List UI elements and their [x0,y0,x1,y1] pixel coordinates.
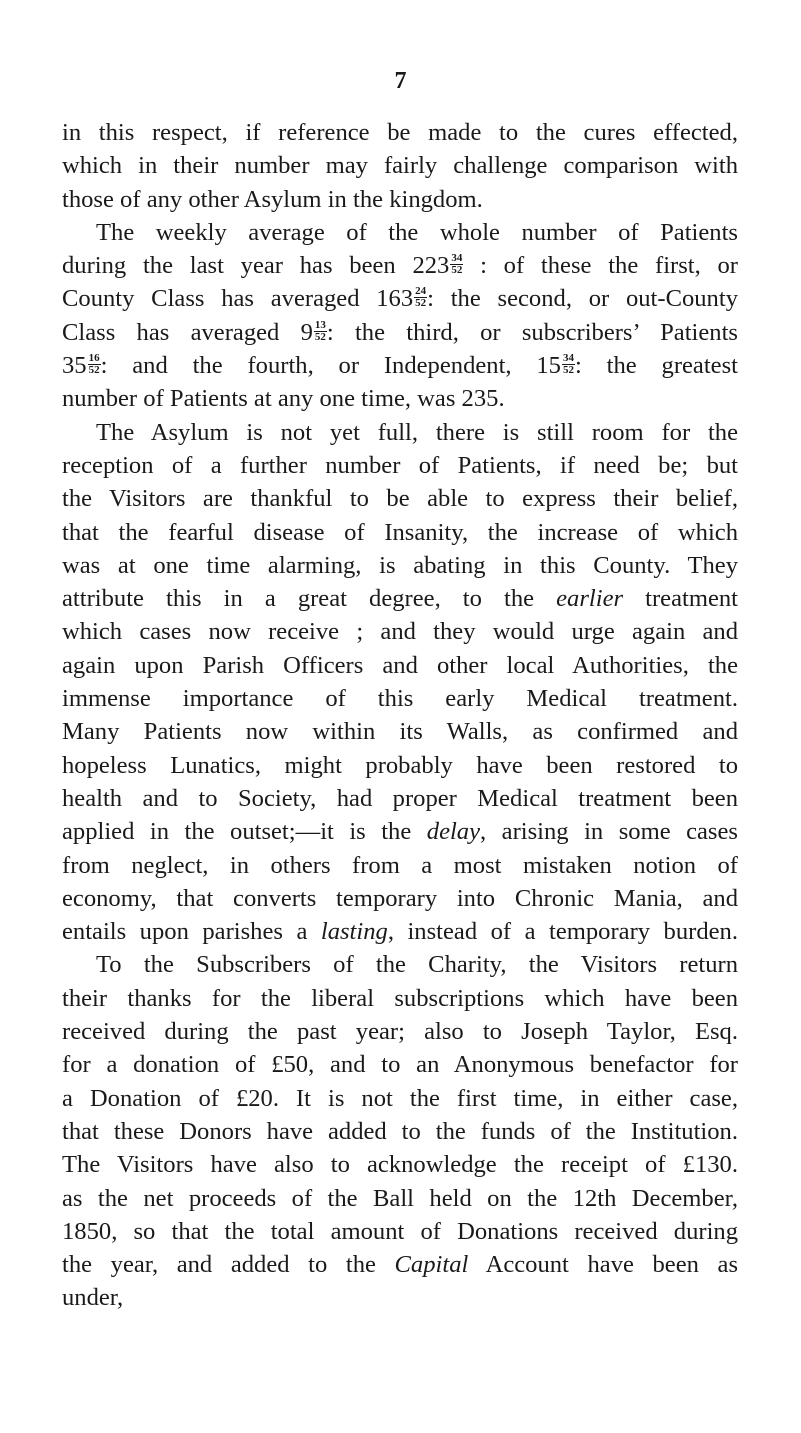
text-run: the year, and added to the [62,1251,395,1279]
text-line [62,915,738,948]
text-line: the Visitors are thankful to be able to express their belief, [62,485,738,513]
fraction-denominator: 52 [314,330,326,343]
fraction-numerator: 13 [314,318,326,331]
text-line: those of any other Asylum in the kingdom. [62,185,483,213]
italic-text: lasting [320,918,388,946]
fraction-numerator: 24 [415,285,427,298]
text-line [62,349,738,382]
text-line [62,582,738,615]
text-line: in this respect, if reference be made to the cures effected, [62,119,738,146]
text-line: received during the past year; also to Joseph Taylor, Esq. [62,1018,738,1046]
text-run: : the second, or out-County [427,285,738,313]
text-run: : and the fourth, or Independent, 15 [100,352,561,380]
text-line: which cases now receive ; and they would urge again and [62,618,738,646]
text-line: which in their number may fairly challenge comparison with [62,152,738,180]
text-run: , instead of a temporary burden. [387,918,738,946]
text-line: The weekly average of the whole number of Patients [96,218,738,246]
fraction-denominator: 52 [562,363,574,376]
fraction-numerator: 34 [451,252,463,265]
text-line [62,1248,738,1281]
fraction-numerator: 16 [88,351,100,364]
italic-text: earlier [556,585,624,613]
text-line: economy, that converts temporary into Chronic Mania, and [62,884,738,912]
fraction-numerator: 34 [562,351,574,364]
text-run: 35 [62,352,87,380]
text-line: hopeless Lunatics, might probably have been restored to [62,751,738,779]
text-run: , arising in some cases [480,818,738,846]
text-line: that these Donors have added to the funds of the Institution. [62,1117,738,1145]
text-line: Many Patients now within its Walls, as confirmed and [62,718,738,746]
page-number: 7 [394,68,407,94]
body-text [62,116,738,1315]
fraction [450,253,463,276]
text-line [62,316,738,349]
text-line: under, [62,1284,124,1312]
text-line: number of Patients at any one time, was 235. [62,385,505,413]
text-run: : the greatest [574,352,738,380]
fraction-denominator: 52 [451,264,463,277]
fraction-denominator: 52 [88,363,100,376]
text-run: attribute this in a great degree, to the [62,585,557,613]
text-line: health and to Society, had proper Medical treatment been [62,784,738,812]
text-line: from neglect, in others from a most mistaken notion of [62,851,738,879]
fraction [562,353,575,376]
text-line: as the net proceeds of the Ball held on the 12th December, [62,1184,738,1212]
fraction [88,353,101,376]
text-line: again upon Parish Officers and other local Authorities, the [62,651,738,679]
italic-text: delay [426,818,481,846]
text-line: that the fearful disease of Insanity, the increase of which [62,518,738,546]
text-run: County Class has averaged 163 [62,285,414,313]
text-line: The Asylum is not yet full, there is still room for the [96,418,738,446]
text-line: their thanks for the liberal subscriptions which have been [62,984,738,1012]
text-run: Class has averaged 9 [62,318,313,346]
text-line: reception of a further number of Patients, if need be; but [62,451,738,479]
text-line [62,282,738,315]
fraction [414,286,427,309]
text-run: Account have been as [468,1251,739,1279]
text-run: during the last year has been 223 [62,252,450,280]
text-line [62,815,738,848]
text-run: treatment [623,585,738,613]
italic-text: Capital [394,1251,469,1279]
text-run: entails upon parishes a [62,918,321,946]
text-line: To the Subscribers of the Charity, the Visitors return [96,951,738,979]
text-line: a Donation of £20. It is not the first time, in either case, [62,1084,738,1112]
text-line [62,249,738,282]
text-line: 1850, so that the total amount of Donations received during [62,1217,738,1245]
text-line: immense importance of this early Medical treatment. [62,685,738,713]
fraction-denominator: 52 [415,297,427,310]
text-run: : of these the first, or [463,252,739,280]
text-line: for a donation of £50, and to an Anonymous benefactor for [62,1051,738,1079]
text-run: : the third, or subscribers’ Patients [326,318,738,346]
text-line: was at one time alarming, is abating in this County. They [62,551,738,579]
fraction [314,320,327,343]
text-line: The Visitors have also to acknowledge the receipt of £130. [62,1151,738,1179]
text-run: applied in the outset;—it is the [62,818,427,846]
